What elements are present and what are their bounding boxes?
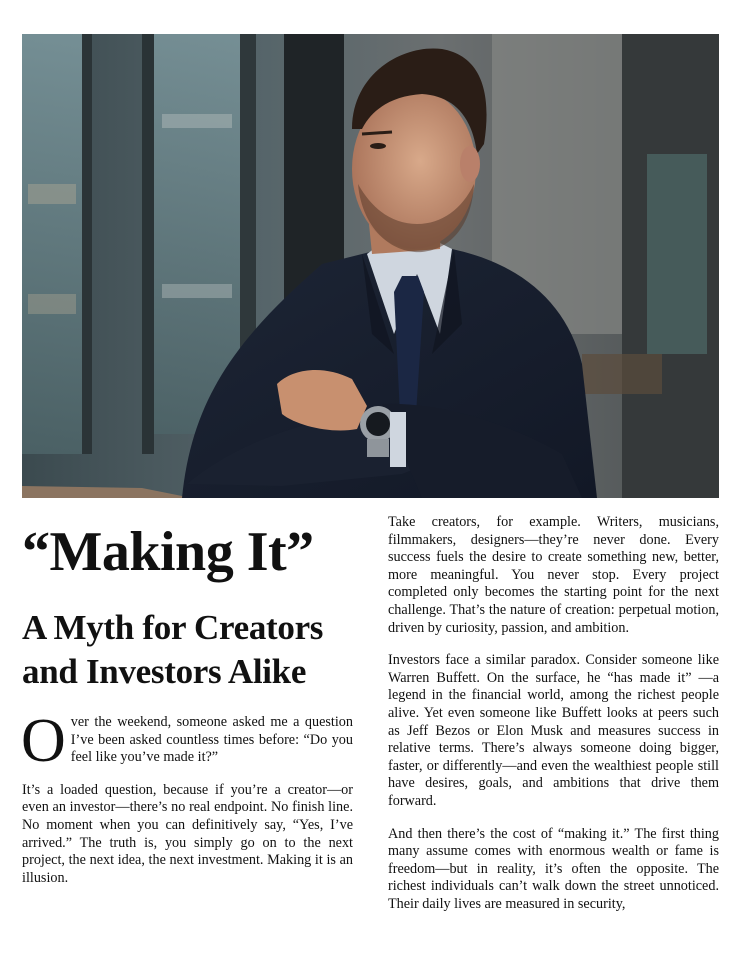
body-paragraph: And then there’s the cost of “making it.” The first thing many assume comes with enormous wealth or fame is freedom—but in reality, it’s often the opposite. The richest individuals can’t walk down the street unnoticed. Their daily lives are measured in security, (388, 825, 719, 912)
body-paragraph: Take creators, for example. Writers, musicians, filmmakers, designers—they’re never done. Every success fuels the desire to create something new, better, more meaningful. You never stop. Every project completed only becomes the starting point for the next challenge. That’s the nature of creation: perpetual motion, driven by curiosity, passion, and ambition. (388, 514, 719, 636)
article-right-column (388, 514, 719, 913)
article-subtitle: A Myth for Creators and Investors Alike (22, 608, 324, 691)
article-title: “Making It” (22, 521, 314, 583)
hero-photo-illustration (22, 34, 719, 498)
body-paragraph: Investors face a similar paradox. Consider someone like Warren Buffett. On the surface, he “has made it” —a legend in the financial world, among the richest people alive. Yet even someone like Buffett looks at peers such as Jeff Bezos or Elon Musk and measures success in relative terms. There’s always someone doing bigger, faster, or differently—and even the wealthiest people still have desires, goals, and ambitions that drive them forward. (388, 652, 719, 809)
intro-paragraph-text: ver the weekend, someone asked me a question I’ve been asked countless times before: “Do you feel like you’ve made it?” (70, 714, 353, 766)
article-left-column (22, 518, 353, 887)
body-paragraph: It’s a loaded question, because if you’re a creator—or even an investor—there’s no real endpoint. No finish line. No moment when you can definitively say, “Yes, I’ve arrived.” The truth is, you simply go on to the next project, the next idea, the next investment. Making it is an illusion. (22, 781, 353, 886)
intro-paragraph (21, 707, 353, 775)
hero-image (22, 34, 719, 498)
drop-cap: O (21, 707, 66, 775)
